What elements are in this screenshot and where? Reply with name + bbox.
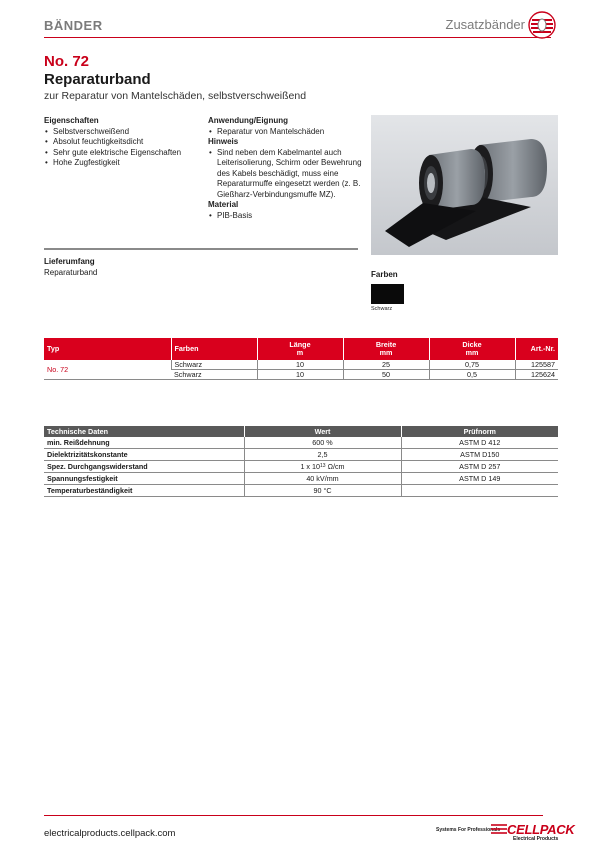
param-cell: Dielektrizitätskonstante	[44, 449, 244, 461]
anwendung-list	[208, 127, 368, 138]
eigenschaften-list	[44, 127, 204, 169]
lieferumfang-value: Reparaturband	[44, 268, 98, 277]
list-item: • Selbstverschweißend	[44, 127, 204, 138]
tech-data-table	[44, 426, 558, 497]
tape-roll-logo-icon	[527, 10, 557, 40]
footer-url-link[interactable]: electricalproducts.cellpack.com	[44, 828, 176, 839]
laenge-cell: 10	[257, 370, 343, 380]
param-cell: Spez. Durchgangswiderstand	[44, 461, 244, 473]
col-header-breite: Breite mm	[343, 338, 429, 360]
cellpack-logo-icon	[491, 823, 507, 835]
color-swatch	[371, 284, 404, 304]
table-header-row	[44, 338, 558, 360]
norm-cell: ASTM D150	[401, 449, 558, 461]
footer-brand-sub: Electrical Products	[513, 836, 559, 842]
farben-heading: Farben	[371, 270, 398, 279]
col-header-wert: Wert	[244, 426, 401, 437]
dicke-cell: 0,75	[429, 360, 515, 370]
breite-cell: 50	[343, 370, 429, 380]
header-divider	[44, 37, 551, 38]
wert-cell: 2,5	[244, 449, 401, 461]
artnr-cell: 125624	[515, 370, 558, 380]
farbe-cell: Schwarz	[171, 360, 257, 370]
dicke-cell: 0,5	[429, 370, 515, 380]
list-item: • PIB-Basis	[208, 211, 368, 222]
list-item: • Sehr gute elektrische Eigenschaften	[44, 148, 204, 159]
category-label: BÄNDER	[44, 18, 103, 33]
farbe-cell: Schwarz	[171, 370, 257, 380]
wert-cell: 600 %	[244, 437, 401, 449]
list-item: • Hohe Zugfestigkeit	[44, 158, 204, 169]
artnr-cell: 125587	[515, 360, 558, 370]
table-row	[44, 473, 558, 485]
col-header-pruefnorm: Prüfnorm	[401, 426, 558, 437]
table-row	[44, 449, 558, 461]
norm-cell: ASTM D 149	[401, 473, 558, 485]
color-swatch-label: Schwarz	[371, 306, 393, 312]
table-row	[44, 485, 558, 497]
norm-cell: ASTM D 257	[401, 461, 558, 473]
anwendung-heading: Anwendung/Eignung	[208, 116, 288, 125]
product-photo	[371, 115, 558, 255]
lieferumfang-heading: Lieferumfang	[44, 257, 95, 266]
product-subtitle: zur Reparatur von Mantelschäden, selbstverschweißend	[44, 90, 307, 102]
col-header-laenge: Länge m	[257, 338, 343, 360]
table-row	[44, 461, 558, 473]
wert-cell: 90 °C	[244, 485, 401, 497]
properties-column	[44, 116, 204, 169]
breite-cell: 25	[343, 360, 429, 370]
wert-cell: 40 kV/mm	[244, 473, 401, 485]
list-item: • Absolut feuchtigkeitsdicht	[44, 137, 204, 148]
footer-divider	[44, 815, 543, 816]
typ-cell: No. 72	[44, 360, 171, 380]
hinweis-list	[208, 148, 368, 201]
section-label: Zusatzbänder	[445, 17, 525, 32]
table-header-row	[44, 426, 558, 437]
laenge-cell: 10	[257, 360, 343, 370]
col-header-dicke: Dicke mm	[429, 338, 515, 360]
list-item: • Sind neben dem Kabelmantel auch Leiterisolierung, Schirm oder Bewehrung des Kabels beschädigt, muss eine Reparaturmuffe eingesetzt werden (z. B. Gießharz-Verbindungsmuffe MZ).	[208, 148, 368, 201]
section-divider	[44, 248, 358, 250]
wert-cell: 1 x $10^{13}$ Ω/cm	[244, 461, 401, 473]
param-cell: Temperaturbeständigkeit	[44, 485, 244, 497]
order-table	[44, 338, 558, 380]
col-header-artnr: Art.-Nr.	[515, 338, 558, 360]
norm-cell	[401, 485, 558, 497]
hinweis-heading: Hinweis	[208, 137, 239, 146]
list-item: • Reparatur von Mantelschäden	[208, 127, 368, 138]
norm-cell: ASTM D 412	[401, 437, 558, 449]
material-heading: Material	[208, 200, 239, 209]
col-header-farben: Farben	[171, 338, 257, 360]
col-header-typ: Typ	[44, 338, 171, 360]
application-column	[208, 116, 368, 221]
param-cell: Spannungsfestigkeit	[44, 473, 244, 485]
col-header-param: Technische Daten	[44, 426, 244, 437]
footer-tagline: Systems For Professionals	[436, 827, 501, 833]
product-title: Reparaturband	[44, 71, 151, 88]
product-number: No. 72	[44, 53, 90, 70]
eigenschaften-heading: Eigenschaften	[44, 116, 99, 125]
table-row	[44, 437, 558, 449]
table-row	[44, 360, 558, 370]
material-list	[208, 211, 368, 222]
footer-brand: CELLPACK	[507, 822, 575, 837]
param-cell: min. Reißdehnung	[44, 437, 244, 449]
